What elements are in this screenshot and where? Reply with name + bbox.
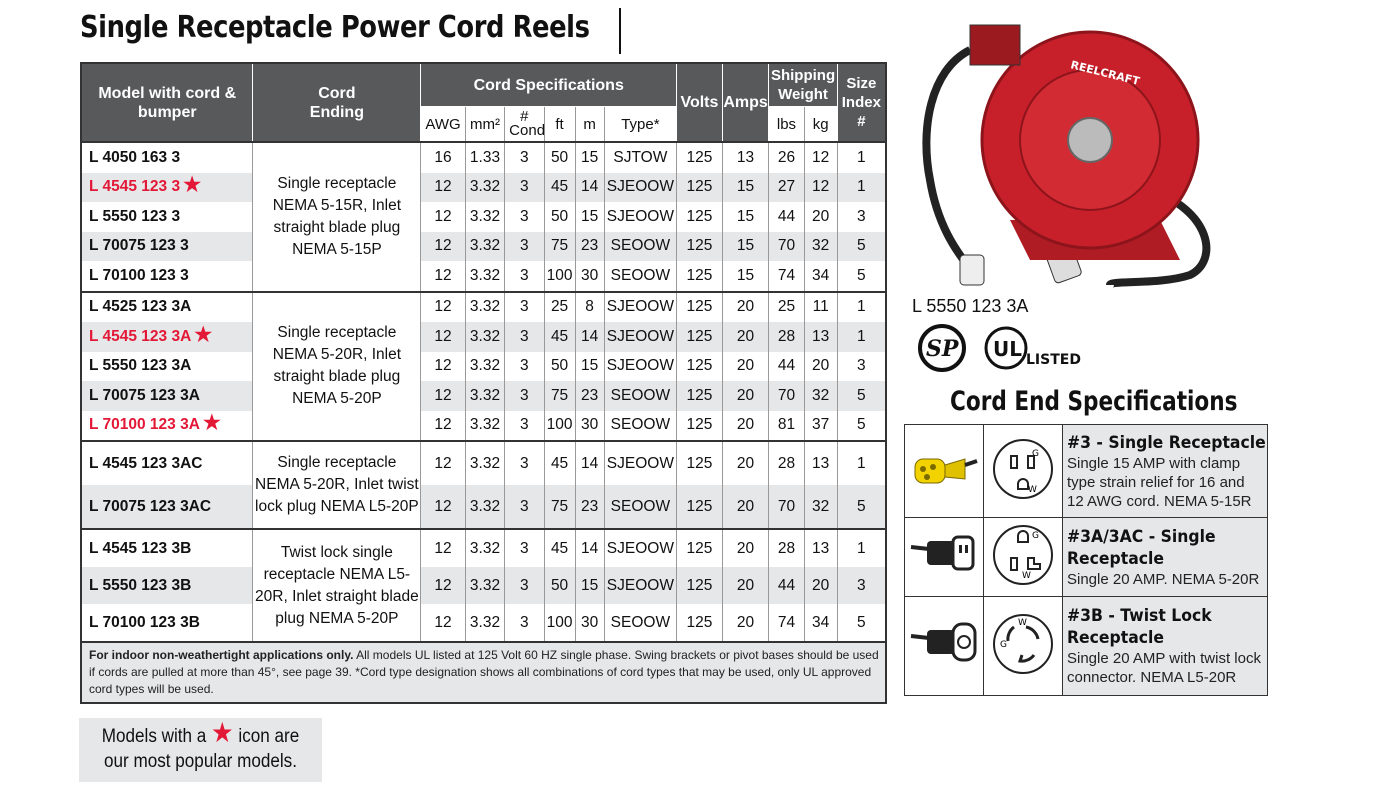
awg-cell: 12 <box>421 604 466 642</box>
model-number: L 70075 123 3A <box>89 386 200 404</box>
svg-text:W: W <box>1022 570 1031 581</box>
cond-cell: 3 <box>505 322 544 352</box>
model-cell <box>81 202 253 232</box>
model-cell <box>81 352 253 382</box>
m-cell: 23 <box>575 232 604 262</box>
table-row <box>81 411 886 442</box>
reel-caption: L 5550 123 3A <box>912 296 1029 316</box>
model-number: L 5550 123 3 <box>89 207 181 225</box>
ft-cell: 25 <box>544 292 575 323</box>
plug-image-twist <box>905 597 984 696</box>
cord-end-desc <box>1063 597 1268 696</box>
model-number: L 70100 123 3 <box>89 266 189 284</box>
header-ft: ft <box>544 107 575 143</box>
type-cell: SJEOOW <box>604 202 677 232</box>
awg-cell: 16 <box>421 142 466 173</box>
size-cell: 3 <box>837 352 886 382</box>
type-cell: SEOOW <box>604 485 677 529</box>
kg-cell: 32 <box>804 232 837 262</box>
size-cell: 1 <box>837 322 886 352</box>
kg-cell: 12 <box>804 173 837 203</box>
size-cell: 5 <box>837 485 886 529</box>
mm2-cell: 3.32 <box>465 232 504 262</box>
lbs-cell: 28 <box>769 441 804 485</box>
ft-cell: 50 <box>544 202 575 232</box>
cord-end-row <box>905 597 1268 696</box>
model-number: L 70075 123 3 <box>89 237 189 255</box>
mm2-cell: 3.32 <box>465 202 504 232</box>
table-row <box>81 292 886 323</box>
awg-cell: 12 <box>421 411 466 442</box>
header-mm2: mm² <box>465 107 504 143</box>
volts-cell: 125 <box>677 441 723 485</box>
size-cell: 1 <box>837 142 886 173</box>
type-cell: SJTOW <box>604 142 677 173</box>
star-icon: ★ <box>211 717 234 748</box>
star-icon: ★ <box>202 412 221 435</box>
kg-cell: 32 <box>804 381 837 411</box>
size-cell: 3 <box>837 567 886 604</box>
header-lbs: lbs <box>769 107 804 143</box>
popular-note-before: Models with a <box>101 726 207 747</box>
amps-cell: 15 <box>722 173 769 203</box>
receptacle-face-5-20r <box>984 518 1063 597</box>
cord-end-desc <box>1063 518 1268 597</box>
model-cell <box>81 142 253 173</box>
table-row <box>81 261 886 292</box>
kg-cell: 34 <box>804 261 837 292</box>
awg-cell: 12 <box>421 292 466 323</box>
ft-cell: 100 <box>544 604 575 642</box>
awg-cell: 12 <box>421 567 466 604</box>
kg-cell: 20 <box>804 352 837 382</box>
model-cell <box>81 232 253 262</box>
cord-end-table <box>904 424 1268 696</box>
m-cell: 14 <box>575 441 604 485</box>
cord-end-desc <box>1063 425 1268 518</box>
cord-reel-table <box>80 62 887 704</box>
mm2-cell: 3.32 <box>465 261 504 292</box>
lbs-cell: 44 <box>769 202 804 232</box>
kg-cell: 32 <box>804 485 837 529</box>
cord-end-text: Single 15 AMP with clamp type strain relief for 16 and 12 AWG cord. NEMA 5-15R <box>1067 454 1252 510</box>
page-title: Single Receptacle Power Cord Reels <box>80 10 590 45</box>
ft-cell: 75 <box>544 232 575 262</box>
cord-ending-cell: Single receptacle NEMA 5-20R, Inlet straight blade plug NEMA 5-20P <box>253 292 421 442</box>
svg-text:G: G <box>1032 530 1039 541</box>
csa-logo <box>918 322 968 374</box>
header-cord-specs: Cord Specifications <box>421 63 677 107</box>
mm2-cell: 3.32 <box>465 411 504 442</box>
lbs-cell: 70 <box>769 232 804 262</box>
size-cell: 5 <box>837 261 886 292</box>
model-cell <box>81 604 253 642</box>
footnote-bold: For indoor non-weathertight applications only. <box>89 648 354 662</box>
kg-cell: 13 <box>804 529 837 567</box>
table-row <box>81 142 886 173</box>
cond-cell: 3 <box>505 292 544 323</box>
m-cell: 14 <box>575 322 604 352</box>
size-cell: 1 <box>837 441 886 485</box>
svg-text:G: G <box>1032 448 1039 459</box>
plug-image-yellow <box>905 425 984 518</box>
header-model: Model with cord & bumper <box>81 63 253 142</box>
type-cell: SJEOOW <box>604 322 677 352</box>
plug-image-black <box>905 518 984 597</box>
svg-text:UL: UL <box>993 337 1022 361</box>
size-cell: 1 <box>837 292 886 323</box>
type-cell: SJEOOW <box>604 352 677 382</box>
model-number: L 70075 123 3AC <box>89 497 212 515</box>
model-number: L 70100 123 3A <box>89 416 200 434</box>
cord-ending-cell: Single receptacle NEMA 5-20R, Inlet twist lock plug NEMA L5-20P <box>253 441 421 529</box>
header-awg: AWG <box>421 107 466 143</box>
mm2-cell: 3.32 <box>465 173 504 203</box>
cond-cell: 3 <box>505 173 544 203</box>
amps-cell: 13 <box>722 142 769 173</box>
type-cell: SJEOOW <box>604 567 677 604</box>
kg-cell: 20 <box>804 567 837 604</box>
mm2-cell: 3.32 <box>465 381 504 411</box>
star-icon: ★ <box>183 174 202 197</box>
m-cell: 14 <box>575 529 604 567</box>
m-cell: 15 <box>575 352 604 382</box>
table-row <box>81 381 886 411</box>
type-cell: SJEOOW <box>604 173 677 203</box>
size-cell: 5 <box>837 411 886 442</box>
popular-note-after: icon are <box>238 726 300 747</box>
size-cell: 5 <box>837 604 886 642</box>
type-cell: SEOOW <box>604 381 677 411</box>
lbs-cell: 44 <box>769 352 804 382</box>
model-cell <box>81 381 253 411</box>
awg-cell: 12 <box>421 322 466 352</box>
amps-cell: 15 <box>722 261 769 292</box>
receptacle-face-5-15r <box>984 425 1063 518</box>
m-cell: 30 <box>575 261 604 292</box>
model-cell <box>81 322 253 352</box>
model-cell <box>81 411 253 442</box>
model-number: L 4545 123 3A <box>89 327 192 345</box>
reel-arm <box>970 25 1020 65</box>
mm2-cell: 3.32 <box>465 604 504 642</box>
header-type: Type* <box>604 107 677 143</box>
kg-cell: 13 <box>804 441 837 485</box>
volts-cell: 125 <box>677 232 723 262</box>
amps-cell: 20 <box>722 381 769 411</box>
model-number: L 4545 123 3AC <box>89 454 203 472</box>
mm2-cell: 3.32 <box>465 322 504 352</box>
cond-cell: 3 <box>505 381 544 411</box>
receptacle-face-l5-20r <box>984 597 1063 696</box>
volts-cell: 125 <box>677 261 723 292</box>
lbs-cell: 25 <box>769 292 804 323</box>
reel-brand: REELCRAFT <box>1069 58 1141 88</box>
model-cell <box>81 173 253 203</box>
m-cell: 30 <box>575 604 604 642</box>
ft-cell: 45 <box>544 322 575 352</box>
ul-listed-logo <box>984 322 1086 374</box>
m-cell: 15 <box>575 142 604 173</box>
ft-cell: 50 <box>544 142 575 173</box>
volts-cell: 125 <box>677 292 723 323</box>
table-row <box>81 202 886 232</box>
ft-cell: 50 <box>544 352 575 382</box>
model-number: L 4545 123 3B <box>89 539 192 557</box>
amps-cell: 15 <box>722 202 769 232</box>
header-kg: kg <box>804 107 837 143</box>
type-cell: SEOOW <box>604 411 677 442</box>
amps-cell: 20 <box>722 441 769 485</box>
cond-cell: 3 <box>505 352 544 382</box>
awg-cell: 12 <box>421 381 466 411</box>
kg-cell: 37 <box>804 411 837 442</box>
volts-cell: 125 <box>677 202 723 232</box>
kg-cell: 13 <box>804 322 837 352</box>
note-row <box>81 642 886 703</box>
header-shipping-weight: Shipping Weight <box>769 63 837 107</box>
size-cell: 5 <box>837 381 886 411</box>
awg-cell: 12 <box>421 173 466 203</box>
ul-listed-text: LISTED <box>1026 352 1081 368</box>
kg-cell: 11 <box>804 292 837 323</box>
mm2-cell: 3.32 <box>465 441 504 485</box>
ft-cell: 100 <box>544 411 575 442</box>
svg-text:W: W <box>1018 617 1027 628</box>
ft-cell: 75 <box>544 381 575 411</box>
cond-cell: 3 <box>505 604 544 642</box>
amps-cell: 20 <box>722 322 769 352</box>
header-amps: Amps <box>722 63 769 142</box>
cond-cell: 3 <box>505 529 544 567</box>
lbs-cell: 74 <box>769 604 804 642</box>
mm2-cell: 1.33 <box>465 142 504 173</box>
star-icon: ★ <box>194 323 213 346</box>
model-number: L 5550 123 3B <box>89 576 192 594</box>
kg-cell: 20 <box>804 202 837 232</box>
volts-cell: 125 <box>677 567 723 604</box>
amps-cell: 20 <box>722 485 769 529</box>
cond-cell: 3 <box>505 485 544 529</box>
amps-cell: 20 <box>722 411 769 442</box>
amps-cell: 20 <box>722 292 769 323</box>
awg-cell: 12 <box>421 261 466 292</box>
awg-cell: 12 <box>421 529 466 567</box>
model-cell <box>81 567 253 604</box>
ft-cell: 45 <box>544 529 575 567</box>
type-cell: SEOOW <box>604 232 677 262</box>
model-number: L 4525 123 3A <box>89 298 192 316</box>
awg-cell: 12 <box>421 202 466 232</box>
amps-cell: 20 <box>722 567 769 604</box>
m-cell: 30 <box>575 411 604 442</box>
table-row <box>81 529 886 567</box>
lbs-cell: 44 <box>769 567 804 604</box>
mm2-cell: 3.32 <box>465 485 504 529</box>
table-row <box>81 441 886 485</box>
type-cell: SJEOOW <box>604 529 677 567</box>
amps-cell: 20 <box>722 529 769 567</box>
model-cell <box>81 441 253 485</box>
popular-models-note <box>79 718 322 782</box>
m-cell: 23 <box>575 381 604 411</box>
lbs-cell: 70 <box>769 485 804 529</box>
m-cell: 23 <box>575 485 604 529</box>
table-row <box>81 322 886 352</box>
table-row <box>81 604 886 642</box>
model-number: L 5550 123 3A <box>89 357 192 375</box>
popular-note-line2: our most popular models. <box>104 751 297 772</box>
header-m: m <box>575 107 604 143</box>
cond-cell: 3 <box>505 142 544 173</box>
table-row <box>81 232 886 262</box>
cord-hose <box>926 50 970 270</box>
lbs-cell: 28 <box>769 322 804 352</box>
cord-end-heading: #3A/3AC - Single Receptacle <box>1067 526 1216 569</box>
size-cell: 3 <box>837 202 886 232</box>
mm2-cell: 3.32 <box>465 529 504 567</box>
volts-cell: 125 <box>677 485 723 529</box>
text-cursor <box>619 8 621 54</box>
table-row <box>81 173 886 203</box>
cond-cell: 3 <box>505 567 544 604</box>
awg-cell: 12 <box>421 352 466 382</box>
volts-cell: 125 <box>677 381 723 411</box>
model-cell <box>81 529 253 567</box>
awg-cell: 12 <box>421 441 466 485</box>
cord-ending-cell: Twist lock single receptacle NEMA L5-20R, Inlet straight blade plug NEMA 5-20P <box>253 529 421 642</box>
volts-cell: 125 <box>677 142 723 173</box>
table-row <box>81 485 886 529</box>
size-cell: 1 <box>837 529 886 567</box>
ft-cell: 45 <box>544 173 575 203</box>
footnote-text: All models UL listed at 125 Volt 60 HZ single phase. Swing brackets or pivot bases should be used if cords are pulled at more than 45°, see page 39. *Cord type designation shows all combinations of cord types that may be used, only UL approved cord types will be used. <box>89 648 879 696</box>
awg-cell: 12 <box>421 485 466 529</box>
lbs-cell: 74 <box>769 261 804 292</box>
m-cell: 15 <box>575 202 604 232</box>
size-cell: 1 <box>837 173 886 203</box>
plug-receptacle <box>960 255 984 285</box>
cond-cell: 3 <box>505 441 544 485</box>
kg-cell: 34 <box>804 604 837 642</box>
type-cell: SJEOOW <box>604 292 677 323</box>
amps-cell: 20 <box>722 352 769 382</box>
cord-end-heading: #3 - Single Receptacle <box>1067 432 1266 453</box>
cond-cell: 3 <box>505 232 544 262</box>
reel-hub <box>1068 118 1112 162</box>
cord-end-row <box>905 425 1268 518</box>
lbs-cell: 70 <box>769 381 804 411</box>
cord-end-title: Cord End Specifications <box>950 386 1238 417</box>
model-number: L 4545 123 3 <box>89 178 181 196</box>
volts-cell: 125 <box>677 173 723 203</box>
header-volts: Volts <box>677 63 723 142</box>
model-cell <box>81 292 253 323</box>
cord-end-text: Single 20 AMP with twist lock connector. NEMA L5-20R <box>1067 650 1261 686</box>
mm2-cell: 3.32 <box>465 567 504 604</box>
header-cond: # Cond <box>505 107 544 143</box>
table-row <box>81 567 886 604</box>
size-cell: 5 <box>837 232 886 262</box>
m-cell: 8 <box>575 292 604 323</box>
volts-cell: 125 <box>677 604 723 642</box>
cord-reel-image <box>910 10 1245 295</box>
ft-cell: 45 <box>544 441 575 485</box>
type-cell: SJEOOW <box>604 441 677 485</box>
table-row <box>81 352 886 382</box>
model-cell <box>81 485 253 529</box>
volts-cell: 125 <box>677 352 723 382</box>
header-cord-ending: Cord Ending <box>253 63 421 142</box>
ft-cell: 75 <box>544 485 575 529</box>
volts-cell: 125 <box>677 322 723 352</box>
cond-cell: 3 <box>505 261 544 292</box>
mm2-cell: 3.32 <box>465 292 504 323</box>
cord-end-text: Single 20 AMP. NEMA 5-20R <box>1067 570 1260 588</box>
volts-cell: 125 <box>677 411 723 442</box>
svg-text:SP: SP <box>926 336 959 362</box>
model-number: L 4050 163 3 <box>89 148 181 166</box>
ft-cell: 100 <box>544 261 575 292</box>
model-number: L 70100 123 3B <box>89 613 200 631</box>
volts-cell: 125 <box>677 529 723 567</box>
mm2-cell: 3.32 <box>465 352 504 382</box>
lbs-cell: 26 <box>769 142 804 173</box>
lbs-cell: 81 <box>769 411 804 442</box>
lbs-cell: 27 <box>769 173 804 203</box>
m-cell: 15 <box>575 567 604 604</box>
type-cell: SEOOW <box>604 261 677 292</box>
model-cell <box>81 261 253 292</box>
svg-text:W: W <box>1028 484 1037 495</box>
cond-cell: 3 <box>505 202 544 232</box>
cond-cell: 3 <box>505 411 544 442</box>
cord-end-row <box>905 518 1268 597</box>
amps-cell: 15 <box>722 232 769 262</box>
m-cell: 14 <box>575 173 604 203</box>
table-footnote <box>81 642 886 703</box>
awg-cell: 12 <box>421 232 466 262</box>
header-size-index: Size Index # <box>837 63 886 142</box>
lbs-cell: 28 <box>769 529 804 567</box>
svg-text:G: G <box>1000 639 1007 650</box>
amps-cell: 20 <box>722 604 769 642</box>
ft-cell: 50 <box>544 567 575 604</box>
type-cell: SEOOW <box>604 604 677 642</box>
cord-ending-cell: Single receptacle NEMA 5-15R, Inlet straight blade plug NEMA 5-15P <box>253 142 421 292</box>
cord-end-heading: #3B - Twist Lock Receptacle <box>1067 606 1212 648</box>
kg-cell: 12 <box>804 142 837 173</box>
